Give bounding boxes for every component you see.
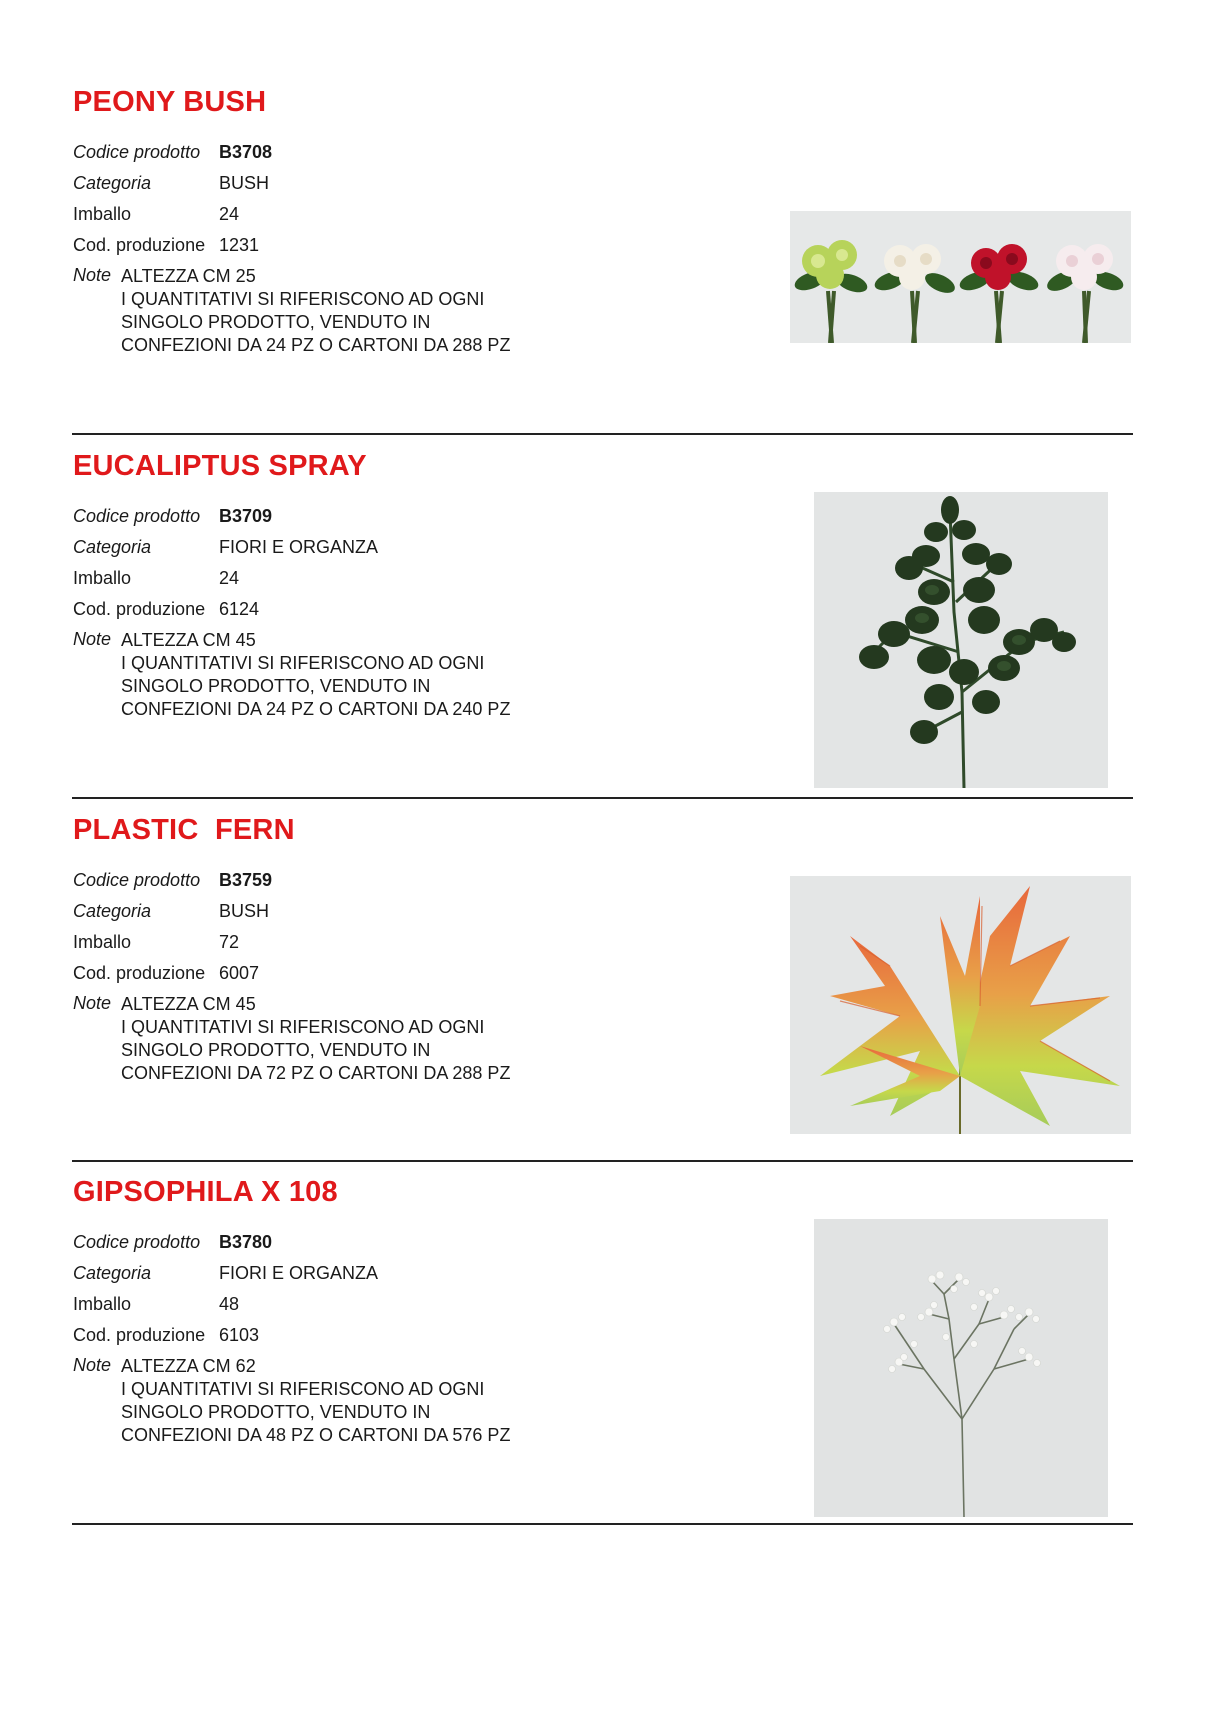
- product-photo-peony: [790, 211, 1131, 343]
- code-label: Codice prodotto: [73, 870, 201, 890]
- production-row: [73, 598, 259, 620]
- packaging-label: Imballo: [73, 568, 132, 588]
- separator-rule: [72, 797, 1133, 799]
- packaging-value: 24: [219, 568, 240, 588]
- category-value: BUSH: [219, 901, 270, 921]
- product-code-row: [73, 141, 272, 163]
- production-value: 6124: [219, 599, 260, 619]
- product-code-value: B3780: [219, 1232, 273, 1252]
- note-label: Note: [73, 265, 112, 285]
- production-row: [73, 1324, 259, 1346]
- note-line: SINGOLO PRODOTTO, VENDUTO IN: [121, 1402, 431, 1422]
- code-label: Codice prodotto: [73, 506, 201, 526]
- packaging-row: [73, 567, 239, 589]
- note-label: Note: [73, 993, 112, 1013]
- note-line: ALTEZZA CM 25: [121, 266, 256, 286]
- category-label: Categoria: [73, 901, 152, 921]
- production-value: 1231: [219, 235, 260, 255]
- production-label: Cod. produzione: [73, 963, 206, 983]
- production-value: 6103: [219, 1325, 260, 1345]
- category-row: [73, 1262, 378, 1284]
- note-line: SINGOLO PRODOTTO, VENDUTO IN: [121, 676, 431, 696]
- note-line: CONFEZIONI DA 24 PZ O CARTONI DA 288 PZ: [121, 335, 511, 355]
- packaging-label: Imballo: [73, 204, 132, 224]
- product-photo-gipsophila: [814, 1219, 1108, 1517]
- product-title: GIPSOPHILA X 108: [73, 1176, 338, 1208]
- packaging-value: 48: [219, 1294, 240, 1314]
- production-label: Cod. produzione: [73, 599, 206, 619]
- category-value: BUSH: [219, 173, 270, 193]
- category-value: FIORI E ORGANZA: [219, 1263, 379, 1283]
- separator-rule: [72, 433, 1133, 435]
- note-line: SINGOLO PRODOTTO, VENDUTO IN: [121, 312, 431, 332]
- separator-rule: [72, 1160, 1133, 1162]
- note-line: ALTEZZA CM 62: [121, 1356, 256, 1376]
- note-line: I QUANTITATIVI SI RIFERISCONO AD OGNI: [121, 289, 485, 309]
- note-text: [121, 265, 510, 357]
- note-label: Note: [73, 629, 112, 649]
- code-label: Codice prodotto: [73, 142, 201, 162]
- note-text: [121, 629, 510, 721]
- category-label: Categoria: [73, 173, 152, 193]
- packaging-row: [73, 931, 239, 953]
- category-label: Categoria: [73, 537, 152, 557]
- note-text: [121, 1355, 510, 1447]
- note-line: I QUANTITATIVI SI RIFERISCONO AD OGNI: [121, 653, 485, 673]
- category-row: [73, 536, 378, 558]
- note-text: [121, 993, 510, 1085]
- note-line: ALTEZZA CM 45: [121, 630, 256, 650]
- category-row: [73, 900, 269, 922]
- product-title: PEONY BUSH: [73, 86, 267, 118]
- note-line: ALTEZZA CM 45: [121, 994, 256, 1014]
- separator-rule: [72, 1523, 1133, 1525]
- note-line: CONFEZIONI DA 72 PZ O CARTONI DA 288 PZ: [121, 1063, 511, 1083]
- product-photo-fern: [790, 876, 1131, 1134]
- product-code-value: B3709: [219, 506, 273, 526]
- category-value: FIORI E ORGANZA: [219, 537, 379, 557]
- note-line: I QUANTITATIVI SI RIFERISCONO AD OGNI: [121, 1017, 485, 1037]
- packaging-row: [73, 203, 239, 225]
- packaging-label: Imballo: [73, 932, 132, 952]
- packaging-value: 24: [219, 204, 240, 224]
- note-line: SINGOLO PRODOTTO, VENDUTO IN: [121, 1040, 431, 1060]
- product-title: PLASTIC FERN: [73, 814, 295, 846]
- product-title: EUCALIPTUS SPRAY: [73, 450, 367, 482]
- product-code-row: [73, 869, 272, 891]
- production-row: [73, 962, 259, 984]
- product-code-row: [73, 1231, 272, 1253]
- category-row: [73, 172, 269, 194]
- production-row: [73, 234, 259, 256]
- note-line: I QUANTITATIVI SI RIFERISCONO AD OGNI: [121, 1379, 485, 1399]
- product-code-value: B3708: [219, 142, 273, 162]
- packaging-row: [73, 1293, 239, 1315]
- code-label: Codice prodotto: [73, 1232, 201, 1252]
- note-line: CONFEZIONI DA 48 PZ O CARTONI DA 576 PZ: [121, 1425, 511, 1445]
- production-label: Cod. produzione: [73, 235, 206, 255]
- packaging-value: 72: [219, 932, 240, 952]
- note-label: Note: [73, 1355, 112, 1375]
- product-photo-eucaliptus: [814, 492, 1108, 788]
- note-line: CONFEZIONI DA 24 PZ O CARTONI DA 240 PZ: [121, 699, 511, 719]
- category-label: Categoria: [73, 1263, 152, 1283]
- product-code-value: B3759: [219, 870, 273, 890]
- production-value: 6007: [219, 963, 260, 983]
- product-code-row: [73, 505, 272, 527]
- packaging-label: Imballo: [73, 1294, 132, 1314]
- production-label: Cod. produzione: [73, 1325, 206, 1345]
